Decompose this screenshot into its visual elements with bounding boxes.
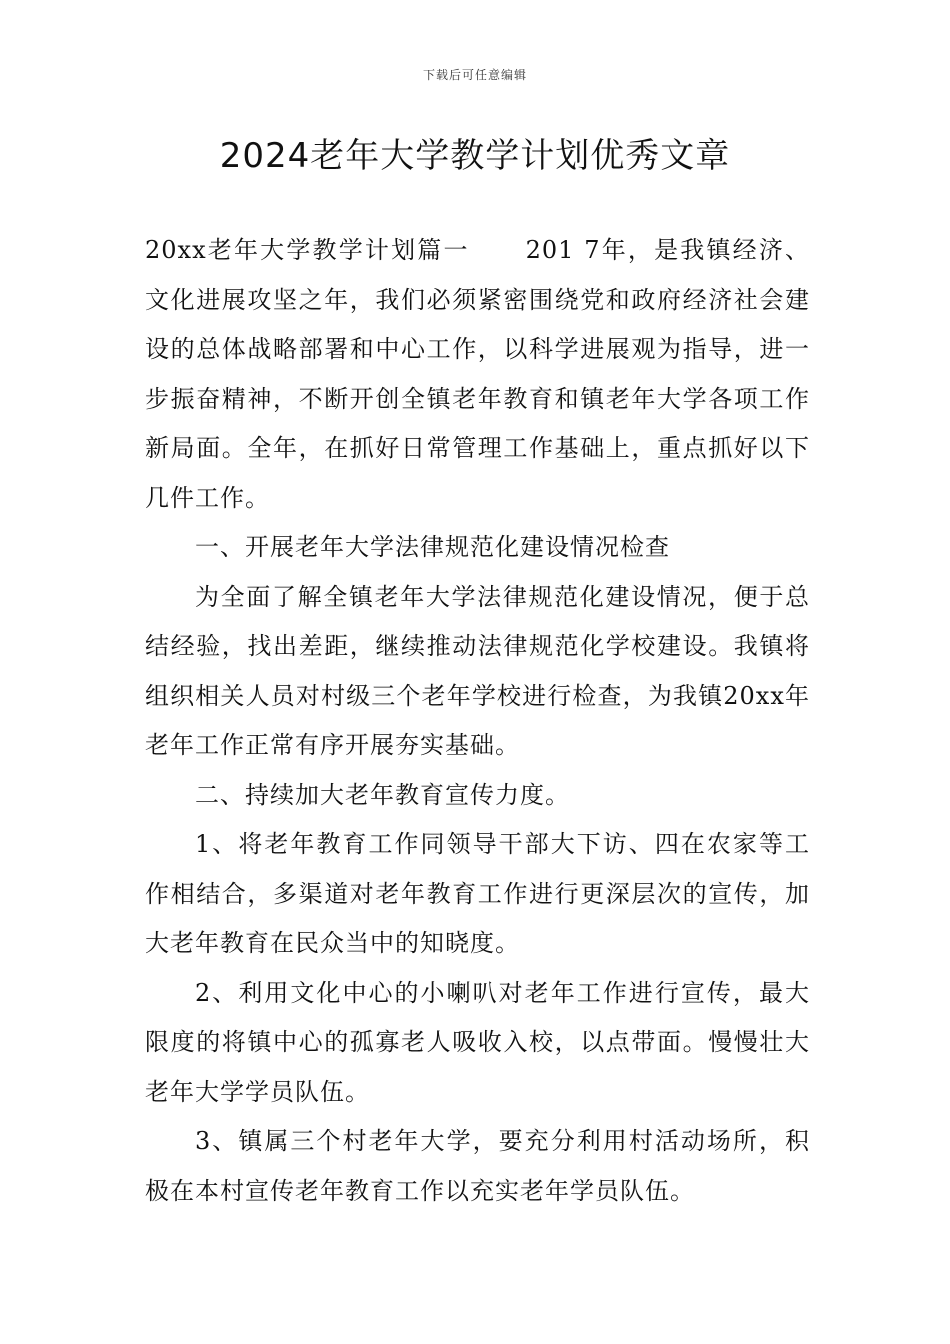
- list-item-1: 1、将老年教育工作同领导干部大下访、四在农家等工作相结合，多渠道对老年教育工作进行更深层次的宣传，加大老年教育在民众当中的知晓度。: [145, 830, 810, 957]
- paragraph-section-1: 为全面了解全镇老年大学法律规范化建设情况，便于总结经验，找出差距，继续推动法律规范化学校建设。我镇将组织相关人员对村级三个老年学校进行检查，为我镇20xx年老年工作正常有序开展夯实基础。: [145, 582, 810, 759]
- section-heading-1: 一、开展老年大学法律规范化建设情况检查: [195, 533, 670, 561]
- header-note: 下载后可任意编辑: [422, 68, 527, 82]
- intro-text: 201 7年，是我镇经济、文化进展攻坚之年，我们必须紧密围绕党和政府经济社会建设的总体战略部署和中心工作，以科学进展观为指导，进一步振奋精神，不断开创全镇老年教育和镇老年大学各项工作新局面。全年，在抓好日常管理工作基础上，重点抓好以下几件工作。: [145, 236, 810, 512]
- intro-label: 20xx老年大学教学计划篇一: [145, 236, 470, 264]
- intro-paragraph: [145, 226, 810, 523]
- list-item-3: 3、镇属三个村老年大学，要充分利用村活动场所，积极在本村宣传老年教育工作以充实老年学员队伍。: [145, 1127, 810, 1205]
- list-item-2: 2、利用文化中心的小喇叭对老年工作进行宣传，最大限度的将镇中心的孤寡老人吸收入校，以点带面。慢慢壮大老年大学学员队伍。: [145, 978, 810, 1106]
- document-body: [145, 226, 810, 1216]
- section-heading-2: 二、持续加大老年教育宣传力度。: [195, 780, 570, 809]
- page-title: 2024老年大学教学计划优秀文章: [219, 136, 731, 176]
